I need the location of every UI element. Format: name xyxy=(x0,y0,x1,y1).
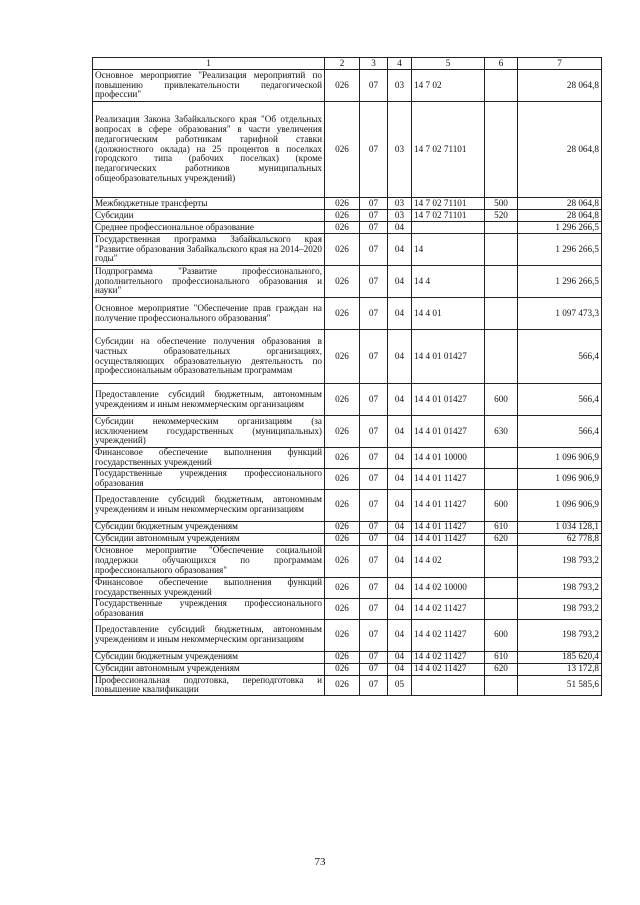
row-value-cell: 620 xyxy=(485,663,518,675)
row-value-cell: 026 xyxy=(325,234,360,266)
row-value-cell: 026 xyxy=(325,70,360,102)
row-value-cell: 07 xyxy=(360,448,388,469)
row-name-cell: Государственные учреждения профессионального образования xyxy=(93,598,325,619)
row-value-cell: 07 xyxy=(360,210,388,222)
row-value-cell: 04 xyxy=(388,468,412,489)
row-value-cell: 1 096 906,9 xyxy=(518,468,602,489)
row-value-cell: 51 585,6 xyxy=(518,675,602,696)
row-value-cell: 14 4 01 xyxy=(412,298,485,330)
row-value-cell: 026 xyxy=(325,675,360,696)
row-value-cell: 026 xyxy=(325,266,360,298)
row-value-cell: 026 xyxy=(325,533,360,545)
row-value-cell: 03 xyxy=(388,102,412,198)
row-value-cell: 520 xyxy=(485,210,518,222)
column-header: 4 xyxy=(388,58,412,70)
row-value-cell: 14 4 01 11427 xyxy=(412,521,485,533)
table-row xyxy=(93,70,602,102)
row-value-cell: 14 4 02 xyxy=(412,545,485,577)
row-value-cell: 07 xyxy=(360,619,388,651)
row-value-cell: 04 xyxy=(388,533,412,545)
row-name-cell: Межбюджетные трансферты xyxy=(93,198,325,210)
row-value-cell: 026 xyxy=(325,102,360,198)
table-header-row xyxy=(93,58,602,70)
row-value-cell xyxy=(412,222,485,234)
row-value-cell: 04 xyxy=(388,663,412,675)
row-value-cell: 566,4 xyxy=(518,330,602,384)
table-row xyxy=(93,234,602,266)
table-row xyxy=(93,619,602,651)
row-value-cell: 07 xyxy=(360,234,388,266)
row-value-cell: 026 xyxy=(325,222,360,234)
row-name-cell: Субсидии на обеспечение получения образования в частных образовательных организациях, осуществляющих образовательную деятельность по профессиональным образовательным программам xyxy=(93,330,325,384)
row-value-cell: 1 096 906,9 xyxy=(518,489,602,521)
column-header: 2 xyxy=(325,58,360,70)
row-value-cell: 07 xyxy=(360,222,388,234)
row-value-cell: 07 xyxy=(360,675,388,696)
row-value-cell: 026 xyxy=(325,384,360,416)
row-name-cell: Субсидии бюджетным учреждениям xyxy=(93,651,325,663)
row-value-cell: 026 xyxy=(325,577,360,598)
column-header: 1 xyxy=(93,58,325,70)
row-value-cell: 07 xyxy=(360,330,388,384)
row-value-cell: 026 xyxy=(325,416,360,448)
row-value-cell: 14 4 01 11427 xyxy=(412,489,485,521)
row-name-cell: Государственные учреждения профессионального образования xyxy=(93,468,325,489)
row-value-cell: 198 793,2 xyxy=(518,577,602,598)
table-row xyxy=(93,489,602,521)
page-number: 73 xyxy=(314,856,326,868)
row-name-cell: Финансовое обеспечение выполнения функций государственных учреждений xyxy=(93,577,325,598)
row-value-cell: 07 xyxy=(360,384,388,416)
row-name-cell: Предоставление субсидий бюджетным, автономным учреждениям и иным некоммерческим организациям xyxy=(93,384,325,416)
row-value-cell: 03 xyxy=(388,198,412,210)
row-value-cell: 04 xyxy=(388,416,412,448)
row-name-cell: Субсидии автономным учреждениям xyxy=(93,533,325,545)
row-value-cell: 04 xyxy=(388,234,412,266)
row-value-cell: 026 xyxy=(325,663,360,675)
row-value-cell: 04 xyxy=(388,222,412,234)
table-row xyxy=(93,198,602,210)
row-name-cell: Субсидии бюджетным учреждениям xyxy=(93,521,325,533)
row-value-cell: 026 xyxy=(325,210,360,222)
table-row xyxy=(93,468,602,489)
row-value-cell: 05 xyxy=(388,675,412,696)
table-row xyxy=(93,416,602,448)
row-value-cell: 1 097 473,3 xyxy=(518,298,602,330)
row-value-cell xyxy=(412,675,485,696)
row-value-cell: 04 xyxy=(388,266,412,298)
row-value-cell: 07 xyxy=(360,298,388,330)
row-value-cell: 14 4 02 11427 xyxy=(412,651,485,663)
row-value-cell: 1 296 266,5 xyxy=(518,266,602,298)
row-name-cell: Основное мероприятие "Обеспечение социальной поддержки обучающихся по программам профессионального образования" xyxy=(93,545,325,577)
row-name-cell: Основное мероприятие "Реализация мероприятий по повышению привлекательности педагогической профессии" xyxy=(93,70,325,102)
row-value-cell: 28 064,8 xyxy=(518,198,602,210)
row-value-cell: 1 296 266,5 xyxy=(518,234,602,266)
row-value-cell: 566,4 xyxy=(518,416,602,448)
row-value-cell: 14 7 02 71101 xyxy=(412,198,485,210)
row-value-cell: 04 xyxy=(388,489,412,521)
row-value-cell: 07 xyxy=(360,577,388,598)
row-value-cell xyxy=(485,298,518,330)
row-value-cell: 14 4 02 10000 xyxy=(412,577,485,598)
row-value-cell: 07 xyxy=(360,102,388,198)
row-value-cell: 026 xyxy=(325,521,360,533)
row-value-cell: 026 xyxy=(325,619,360,651)
row-value-cell xyxy=(485,222,518,234)
row-value-cell: 07 xyxy=(360,545,388,577)
row-value-cell: 026 xyxy=(325,489,360,521)
row-value-cell: 14 4 01 01427 xyxy=(412,330,485,384)
row-value-cell: 026 xyxy=(325,545,360,577)
row-value-cell xyxy=(485,70,518,102)
row-value-cell: 07 xyxy=(360,468,388,489)
row-value-cell: 07 xyxy=(360,70,388,102)
row-name-cell: Реализация Закона Забайкальского края "Об отдельных вопросах в сфере образования" в части увеличения педагогическим работникам тарифной ставки (должностного оклада) на 25 процентов в поселках городского типа (рабочих поселках) (кроме педагогических работников муниципальных общеобразовательных учреждений) xyxy=(93,102,325,198)
row-value-cell: 04 xyxy=(388,298,412,330)
row-value-cell: 14 4 01 01427 xyxy=(412,416,485,448)
row-value-cell xyxy=(485,577,518,598)
row-value-cell: 14 7 02 xyxy=(412,70,485,102)
row-value-cell: 03 xyxy=(388,210,412,222)
row-value-cell: 14 4 01 10000 xyxy=(412,448,485,469)
row-value-cell: 07 xyxy=(360,521,388,533)
table-row xyxy=(93,663,602,675)
row-value-cell: 185 620,4 xyxy=(518,651,602,663)
row-value-cell: 500 xyxy=(485,198,518,210)
row-value-cell: 600 xyxy=(485,489,518,521)
row-value-cell: 566,4 xyxy=(518,384,602,416)
row-name-cell: Среднее профессиональное образование xyxy=(93,222,325,234)
row-value-cell: 62 778,8 xyxy=(518,533,602,545)
row-value-cell: 198 793,2 xyxy=(518,619,602,651)
column-header: 3 xyxy=(360,58,388,70)
row-value-cell: 07 xyxy=(360,663,388,675)
row-value-cell: 04 xyxy=(388,577,412,598)
row-value-cell: 630 xyxy=(485,416,518,448)
row-value-cell: 14 4 xyxy=(412,266,485,298)
column-header: 7 xyxy=(518,58,602,70)
row-value-cell xyxy=(485,468,518,489)
row-name-cell: Финансовое обеспечение выполнения функций государственных учреждений xyxy=(93,448,325,469)
row-value-cell: 04 xyxy=(388,651,412,663)
table-row xyxy=(93,533,602,545)
row-name-cell: Основное мероприятие "Обеспечение прав граждан на получение профессионального образования" xyxy=(93,298,325,330)
row-value-cell: 14 7 02 71101 xyxy=(412,210,485,222)
row-name-cell: Субсидии автономным учреждениям xyxy=(93,663,325,675)
row-value-cell xyxy=(485,675,518,696)
column-header: 6 xyxy=(485,58,518,70)
row-value-cell: 28 064,8 xyxy=(518,70,602,102)
row-value-cell: 14 7 02 71101 xyxy=(412,102,485,198)
row-name-cell: Подпрограмма "Развитие профессионального, дополнительного профессионального образования и науки" xyxy=(93,266,325,298)
table-row xyxy=(93,266,602,298)
row-value-cell xyxy=(485,598,518,619)
row-value-cell: 14 4 01 11427 xyxy=(412,533,485,545)
row-value-cell: 198 793,2 xyxy=(518,545,602,577)
row-value-cell: 026 xyxy=(325,651,360,663)
table-row xyxy=(93,210,602,222)
row-value-cell: 600 xyxy=(485,619,518,651)
row-value-cell xyxy=(485,234,518,266)
row-value-cell xyxy=(485,545,518,577)
row-value-cell: 07 xyxy=(360,598,388,619)
row-value-cell: 28 064,8 xyxy=(518,102,602,198)
row-value-cell: 28 064,8 xyxy=(518,210,602,222)
row-value-cell: 04 xyxy=(388,598,412,619)
table-row xyxy=(93,651,602,663)
row-value-cell xyxy=(485,266,518,298)
row-value-cell: 04 xyxy=(388,330,412,384)
row-value-cell: 14 4 02 11427 xyxy=(412,619,485,651)
table-row xyxy=(93,521,602,533)
row-value-cell: 026 xyxy=(325,598,360,619)
row-value-cell: 07 xyxy=(360,489,388,521)
row-value-cell: 026 xyxy=(325,468,360,489)
column-header: 5 xyxy=(412,58,485,70)
table-row xyxy=(93,102,602,198)
row-value-cell: 13 172,8 xyxy=(518,663,602,675)
row-value-cell: 07 xyxy=(360,266,388,298)
row-value-cell: 600 xyxy=(485,384,518,416)
row-value-cell: 1 034 128,1 xyxy=(518,521,602,533)
row-name-cell: Профессиональная подготовка, переподготовка и повышение квалификации xyxy=(93,675,325,696)
table-row xyxy=(93,330,602,384)
table-row xyxy=(93,545,602,577)
row-value-cell: 04 xyxy=(388,619,412,651)
row-value-cell: 07 xyxy=(360,533,388,545)
table-row xyxy=(93,675,602,696)
row-name-cell: Предоставление субсидий бюджетным, автономным учреждениям и иным некоммерческим организациям xyxy=(93,619,325,651)
row-value-cell: 03 xyxy=(388,70,412,102)
table-row xyxy=(93,448,602,469)
row-value-cell: 04 xyxy=(388,521,412,533)
table-row xyxy=(93,577,602,598)
row-name-cell: Субсидии некоммерческим организациям (за исключением государственных (муниципальных) учреждений) xyxy=(93,416,325,448)
row-value-cell: 026 xyxy=(325,448,360,469)
row-value-cell: 026 xyxy=(325,298,360,330)
row-value-cell: 026 xyxy=(325,330,360,384)
row-name-cell: Предоставление субсидий бюджетным, автономным учреждениям и иным некоммерческим организациям xyxy=(93,489,325,521)
row-value-cell: 04 xyxy=(388,384,412,416)
row-value-cell: 1 096 906,9 xyxy=(518,448,602,469)
budget-table xyxy=(92,57,602,696)
table-row xyxy=(93,298,602,330)
row-value-cell: 07 xyxy=(360,651,388,663)
row-value-cell: 04 xyxy=(388,545,412,577)
row-value-cell: 1 296 266,5 xyxy=(518,222,602,234)
row-value-cell: 14 xyxy=(412,234,485,266)
row-name-cell: Государственная программа Забайкальского края "Развитие образования Забайкальского края на 2014–2020 годы" xyxy=(93,234,325,266)
row-value-cell: 610 xyxy=(485,651,518,663)
row-value-cell: 198 793,2 xyxy=(518,598,602,619)
row-value-cell: 07 xyxy=(360,416,388,448)
row-value-cell: 14 4 01 01427 xyxy=(412,384,485,416)
row-value-cell: 14 4 01 11427 xyxy=(412,468,485,489)
table-row xyxy=(93,598,602,619)
row-value-cell xyxy=(485,448,518,469)
row-value-cell: 14 4 02 11427 xyxy=(412,598,485,619)
row-name-cell: Субсидии xyxy=(93,210,325,222)
table-row xyxy=(93,222,602,234)
row-value-cell xyxy=(485,330,518,384)
row-value-cell: 07 xyxy=(360,198,388,210)
row-value-cell: 620 xyxy=(485,533,518,545)
row-value-cell: 14 4 02 11427 xyxy=(412,663,485,675)
row-value-cell: 610 xyxy=(485,521,518,533)
row-value-cell: 026 xyxy=(325,198,360,210)
row-value-cell: 04 xyxy=(388,448,412,469)
table-row xyxy=(93,384,602,416)
row-value-cell xyxy=(485,102,518,198)
